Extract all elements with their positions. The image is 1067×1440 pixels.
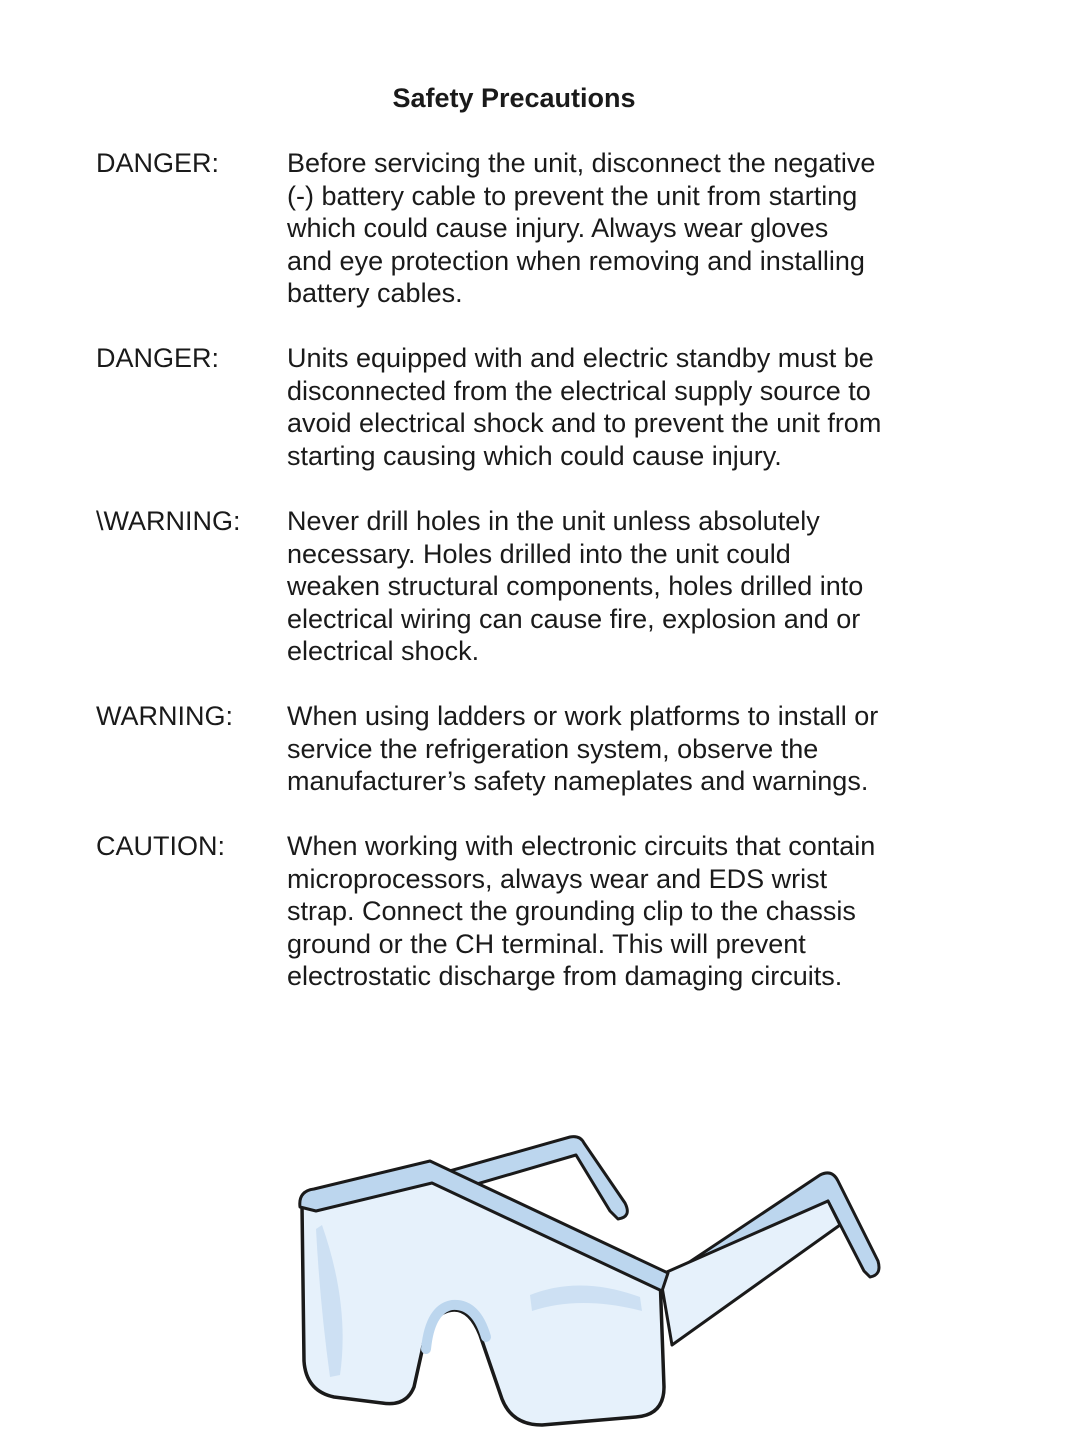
text-line: disconnected from the electrical supply source to <box>287 375 871 406</box>
text-line: weaken structural components, holes drilled into <box>287 571 864 602</box>
text-line: battery cables. <box>287 278 463 309</box>
precaution-text <box>287 830 947 993</box>
text-line: manufacturer’s safety nameplates and warnings. <box>287 766 869 797</box>
precaution-text <box>287 147 947 310</box>
precaution-text <box>287 700 947 798</box>
text-line: necessary. Holes drilled into the unit could <box>287 538 791 569</box>
text-line: When using ladders or work platforms to install or <box>287 701 879 731</box>
page-title: Safety Precautions <box>392 83 636 113</box>
text-line: Never drill holes in the unit unless absolutely <box>287 506 820 536</box>
safety-goggles-icon <box>280 1125 900 1435</box>
text-line: microprocessors, always wear and EDS wrist <box>287 863 828 894</box>
precaution-text <box>287 505 947 668</box>
text-line: avoid electrical shock and to prevent the unit from <box>287 408 882 439</box>
text-line: strap. Connect the grounding clip to the chassis <box>287 896 856 927</box>
text-line: electrical wiring can cause fire, explosion and or <box>287 603 861 634</box>
text-line: (-) battery cable to prevent the unit from starting <box>287 180 858 211</box>
text-line: Units equipped with and electric standby must be <box>287 343 874 373</box>
precaution-label: WARNING: <box>96 701 233 731</box>
text-line: service the refrigeration system, observe the <box>287 733 819 764</box>
precaution-label: CAUTION: <box>96 831 226 861</box>
text-line: starting causing which could cause injury. <box>287 440 782 471</box>
text-line: electrical shock. <box>287 636 480 667</box>
precaution-label: \WARNING: <box>96 506 241 536</box>
precaution-label: DANGER: <box>96 343 220 373</box>
text-line: and eye protection when removing and installing <box>287 245 865 276</box>
text-line: electrostatic discharge from damaging circuits. <box>287 961 843 992</box>
text-line: ground or the CH terminal. This will prevent <box>287 928 806 959</box>
precaution-label: DANGER: <box>96 148 220 178</box>
text-line: When working with electronic circuits that contain <box>287 831 876 861</box>
text-line: which could cause injury. Always wear gloves <box>287 213 829 244</box>
precaution-text <box>287 342 947 472</box>
text-line: Before servicing the unit, disconnect the negative <box>287 148 876 178</box>
